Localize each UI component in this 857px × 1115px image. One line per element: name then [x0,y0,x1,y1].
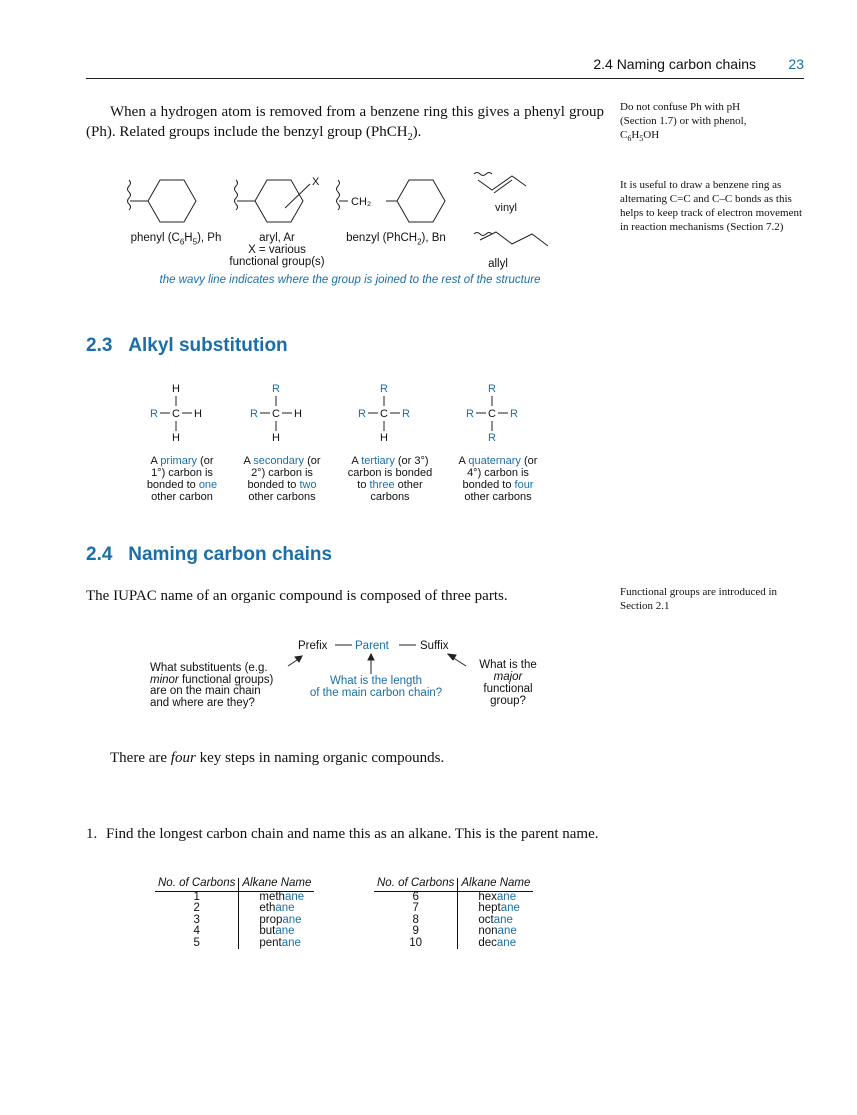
vinyl-label: vinyl [495,202,518,214]
column-header-carbons: No. of Carbons [155,878,239,891]
quaternary-description: A quaternary (or 4°) carbon is bonded to four other carbons [458,455,538,503]
svg-text:C: C [380,408,388,420]
primary-carbon-structure [150,383,202,444]
svg-text:H: H [194,408,202,420]
page-number: 23 [788,56,804,72]
svg-text:H: H [172,432,180,444]
alkane-table-right [374,878,533,949]
table-row: 6 hexane [374,891,533,903]
aryl-x-atom: X [312,176,320,188]
svg-text:H: H [294,408,302,420]
svg-text:H: H [172,383,180,395]
allyl-label: allyl [488,258,508,270]
margin-note-benzene: It is useful to draw a benzene ring as alternating C=C and C–C bonds as this helps to keep track of electron movement in reaction mechanisms (Section 7.2) [620,179,803,233]
table-row: 4 butane [155,926,314,938]
table-row: 2 ethane [155,903,314,915]
table-row: 1 methane [155,891,314,903]
quaternary-carbon-structure [466,383,518,444]
groups-figure-caption: the wavy line indicates where the group is joined to the rest of the structure [159,274,541,286]
svg-text:R: R [150,408,158,420]
table-row: 5 pentane [155,938,314,950]
benzyl-label: benzyl (PhCH$_2$), Bn [346,232,446,247]
svg-text:R: R [466,408,474,420]
column-header-carbons: No. of Carbons [374,878,458,891]
column-header-alkane: Alkane Name [458,878,534,891]
margin-note-functional-groups: Functional groups are introduced in Section 2.1 [620,586,778,612]
svg-text:C: C [172,408,180,420]
groups-figure [110,168,600,278]
svg-text:H: H [380,432,388,444]
aryl-label: aryl, Ar X = various functional group(s) [229,232,325,268]
benzene-ring-phenyl [148,180,196,222]
svg-text:R: R [250,408,258,420]
phenyl-label: phenyl $(C_6H_5)$, Ph [130,232,222,247]
svg-text:C: C [488,408,496,420]
running-title: 2.4 Naming carbon chains [593,56,756,72]
tertiary-description: A tertiary (or 3°) carbon is bonded to three other carbons [347,455,433,503]
wavy-line-icon [235,180,238,210]
svg-text:R: R [272,383,280,395]
parent-label: Parent [355,640,389,652]
secondary-carbon-structure [250,383,302,444]
prefix-label: Prefix [298,640,328,652]
svg-text:R: R [402,408,410,420]
column-header-alkane: Alkane Name [239,878,315,891]
margin-note-ph: Do not confuse Ph with pH (Section 1.7) or with phenol, $C_6H_5OH$ [620,100,810,146]
table-row: 10 decane [374,938,533,950]
running-header [86,52,804,79]
table-row: 7 heptane [374,903,533,915]
table-row: 8 octane [374,915,533,927]
parent-question: What is the length of the main carbon chain? [309,675,443,699]
table-row: 3 propane [155,915,314,927]
svg-text:R: R [380,383,388,395]
secondary-description: A secondary (or 2°) carbon is bonded to two other carbons [243,455,321,503]
four-steps-sentence: There are four key steps in naming organic compounds. [110,750,445,766]
table-row: 9 nonane [374,926,533,938]
phenol-formula: $C_6H_5OH$ [620,129,660,144]
wavy-line-icon [128,180,131,210]
tertiary-carbon-structure [358,383,410,444]
benzene-ring-benzyl [397,180,445,222]
alkane-table-left [155,878,314,949]
section-2-3-heading: 2.3 Alkyl substitution [86,335,288,356]
benzene-ring-aryl [255,180,303,222]
suffix-question: What is the major functional group? [479,659,537,707]
wavy-line-icon [474,173,492,176]
intro-paragraph: When a hydrogen atom is removed from a benzene ring this gives a phenyl group (Ph). Related groups include the benzyl group (PhCH$_2$). [86,104,604,143]
benzyl-ch2: CH₂ [351,196,372,208]
prefix-question: What substituents (e.g. minor functional groups) are on the main chain and where are they? [150,662,274,709]
svg-text:R: R [488,383,496,395]
section-2-4-heading: 2.4 Naming carbon chains [86,544,333,565]
svg-text:C: C [272,408,280,420]
step-1-number: 1. [86,826,98,842]
iupac-intro: The IUPAC name of an organic compound is composed of three parts. [86,588,508,604]
arrow-icon [368,654,374,660]
svg-text:R: R [358,408,366,420]
suffix-label: Suffix [420,640,449,652]
alkyl-structures [140,382,560,448]
svg-text:R: R [510,408,518,420]
svg-text:H: H [272,432,280,444]
primary-description: A primary (or 1°) carbon is bonded to one other carbon [146,455,218,503]
svg-text:R: R [488,432,496,444]
wavy-line-icon [337,180,340,210]
step-1-text: Find the longest carbon chain and name this as an alkane. This is the parent name. [106,826,599,842]
